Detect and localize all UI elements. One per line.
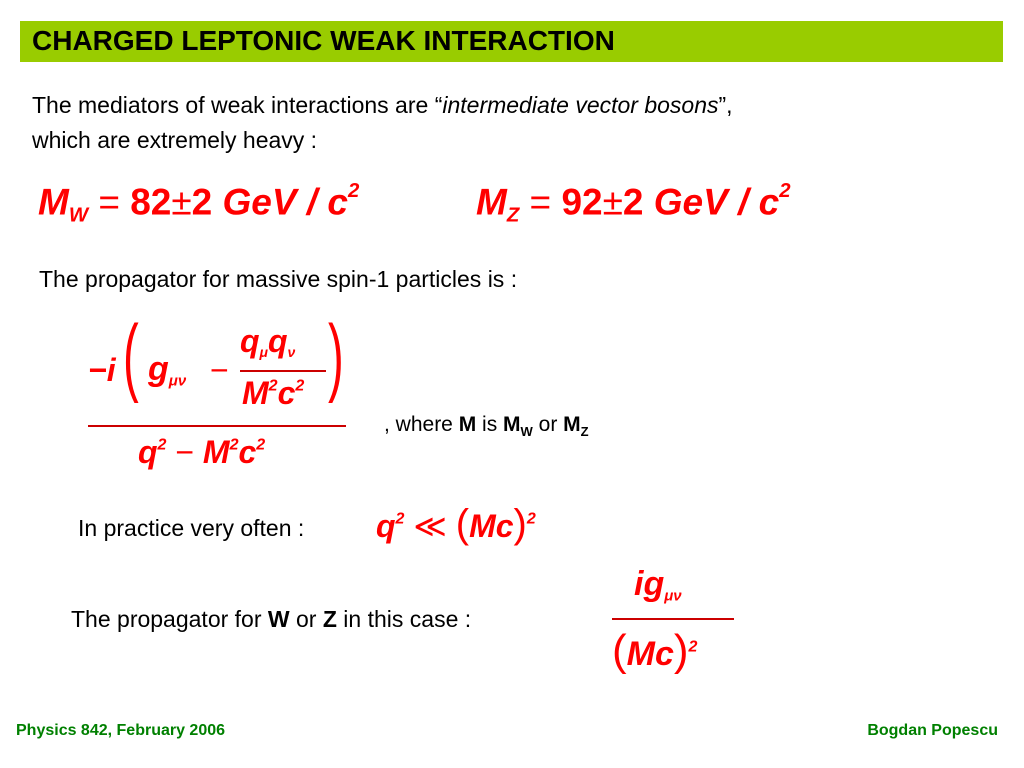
footer-left: Physics 842, February 2006 [16, 722, 226, 739]
where-mz: M [563, 413, 581, 436]
where-w-sub: W [520, 424, 533, 440]
g-symbol: g [148, 350, 169, 388]
mz-error: 2 [622, 181, 644, 223]
mz-unit: GeV / c [653, 181, 780, 223]
case-mc: Mc [626, 635, 674, 673]
mz-subscript: Z [506, 204, 520, 227]
g-subscript: μν [168, 372, 187, 390]
den-q-power: 2 [157, 436, 167, 454]
mw-pm: ± [171, 181, 192, 223]
case-text [71, 606, 471, 634]
where-prefix: , where [384, 413, 459, 436]
case-prefix: The propagator for [71, 606, 268, 632]
mz-value: 92 [561, 181, 603, 223]
intro-line-1 [32, 92, 733, 120]
main-fraction-line [88, 425, 346, 427]
mw-value: 82 [130, 181, 172, 223]
title-bar [20, 21, 1003, 62]
g-term [148, 350, 186, 389]
practice-mc-power: 2 [526, 510, 536, 528]
mw-error: 2 [191, 181, 213, 223]
slide-title: CHARGED LEPTONIC WEAK INTERACTION [32, 25, 615, 56]
intro-italic: intermediate vector bosons [442, 92, 719, 118]
inner-m-power: 2 [268, 377, 278, 395]
where-mw: M [503, 413, 521, 436]
practice-equation [376, 502, 536, 547]
where-or: or [532, 413, 564, 436]
much-less-than: ≪ [413, 508, 447, 544]
where-z-sub: Z [580, 424, 589, 440]
inner-numerator [240, 323, 295, 360]
q-mu-subscript: μ [259, 343, 268, 360]
den-c: c [238, 434, 257, 470]
den-q: q [138, 434, 158, 470]
inner-minus: − [210, 352, 229, 388]
q-nu-symbol: q [268, 323, 288, 359]
case-i: i [634, 565, 644, 603]
case-numerator [634, 565, 682, 604]
where-note [384, 412, 589, 440]
intro-line-2: which are extremely heavy : [32, 127, 318, 153]
mz-equals: = [529, 181, 552, 223]
neg-i: −i [88, 352, 116, 388]
case-rparen: ) [673, 626, 689, 675]
inner-m: M [242, 375, 269, 411]
inner-denominator [242, 375, 304, 412]
mz-power: 2 [779, 180, 791, 202]
inner-c: c [277, 375, 296, 411]
left-paren: ( [123, 308, 139, 404]
mw-equals: = [98, 181, 120, 223]
den-minus: − [175, 434, 195, 470]
mz-pm: ± [602, 181, 623, 223]
practice-q: q [376, 508, 396, 544]
case-g: g [643, 565, 665, 603]
intro-prefix: The mediators of weak interactions are “ [32, 92, 443, 118]
inner-c-power: 2 [295, 377, 305, 395]
practice-lparen: ( [455, 502, 470, 546]
case-w: W [267, 606, 290, 632]
propagator-intro: The propagator for massive spin-1 particles is : [39, 266, 518, 292]
case-suffix: in this case : [336, 606, 472, 632]
den-m-power: 2 [229, 436, 239, 454]
case-g-subscript: μν [664, 587, 682, 605]
case-z: Z [322, 606, 337, 632]
mass-z-equation [476, 180, 791, 227]
case-lparen: ( [612, 626, 627, 675]
practice-text: In practice very often : [78, 515, 305, 541]
mw-symbol: M [38, 181, 69, 223]
where-m: M [458, 413, 477, 436]
practice-rparen: ) [513, 502, 527, 546]
main-denominator [138, 434, 265, 471]
practice-mc: Mc [469, 508, 514, 544]
case-fraction-line [612, 618, 734, 620]
mw-power: 2 [347, 180, 360, 202]
den-m: M [202, 434, 230, 470]
where-is: is [476, 413, 504, 436]
case-power: 2 [688, 638, 698, 656]
den-c-power: 2 [256, 436, 266, 454]
mass-w-equation [38, 180, 359, 227]
mw-unit: GeV / c [222, 181, 348, 223]
intro-suffix: ”, [718, 92, 733, 118]
mw-subscript: W [68, 204, 89, 227]
case-or: or [289, 606, 323, 632]
case-denominator [612, 626, 697, 676]
q-mu-symbol: q [240, 323, 260, 359]
inner-fraction-line [240, 370, 326, 372]
q-nu-subscript: ν [287, 343, 296, 360]
right-paren: ) [328, 308, 344, 404]
mz-symbol: M [476, 181, 507, 223]
practice-q-power: 2 [395, 510, 405, 528]
footer-right: Bogdan Popescu [867, 722, 998, 739]
